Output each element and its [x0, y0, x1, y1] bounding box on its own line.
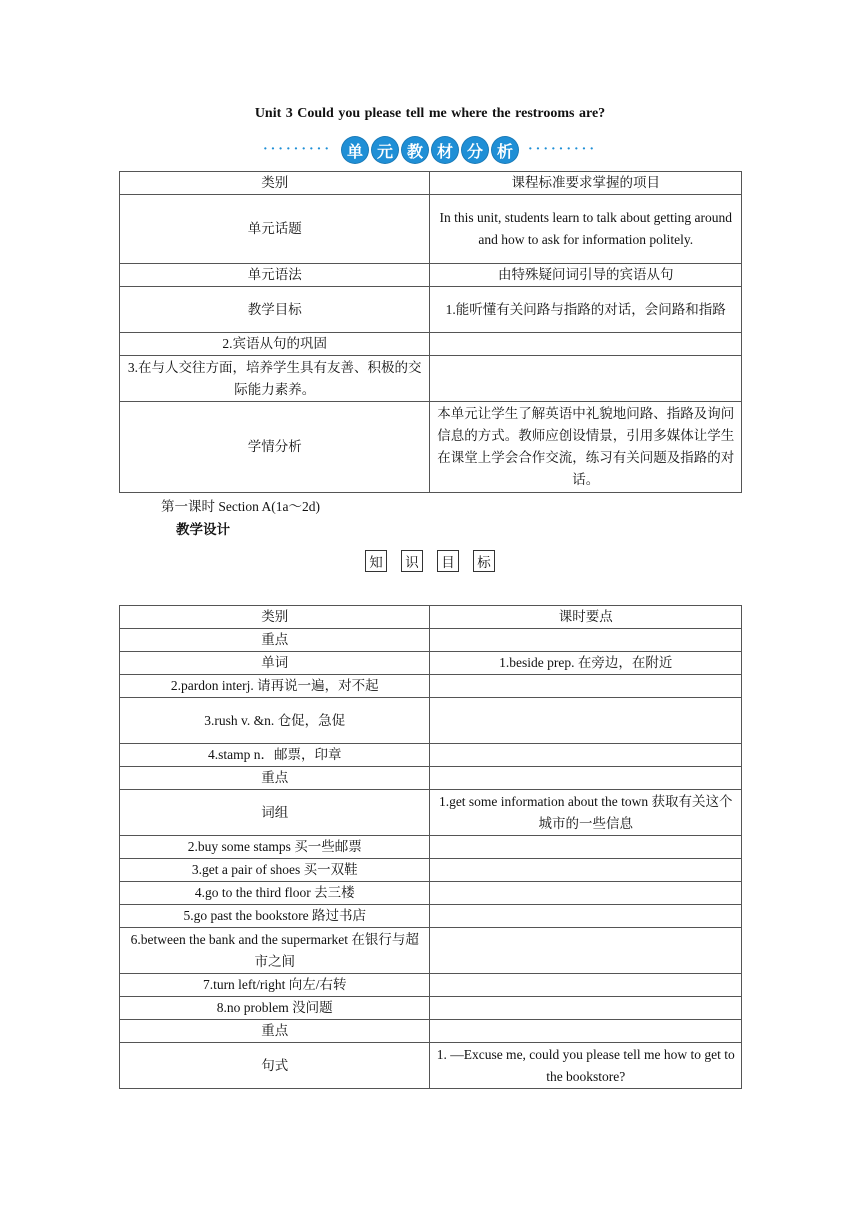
- table-row: [120, 997, 742, 1020]
- table-cell: 2.buy some stamps 买一些邮票: [120, 836, 430, 859]
- table-row: [120, 836, 742, 859]
- table-row: [120, 790, 742, 836]
- banner-char: 析: [492, 137, 518, 163]
- table-cell: 1.get some information about the town 获取有关这个城市的一些信息: [430, 790, 742, 836]
- table-cell: 由特殊疑问词引导的宾语从句: [430, 264, 742, 287]
- table-row: [120, 402, 742, 493]
- table-row: [120, 287, 742, 333]
- unit-title: Unit 3 Could you please tell me where the restrooms are?: [254, 106, 606, 121]
- table-row: [120, 1043, 742, 1089]
- table-cell: 3.get a pair of shoes 买一双鞋: [120, 859, 430, 882]
- heading-char-box: 知: [365, 550, 387, 572]
- banner-char: 元: [372, 137, 398, 163]
- table-cell: In this unit, students learn to talk about getting around and how to ask for information politely.: [430, 195, 742, 264]
- table-cell: 3.在与人交往方面，培养学生具有友善、积极的交际能力素养。: [120, 356, 430, 402]
- table-row: [120, 767, 742, 790]
- table-row: [120, 652, 742, 675]
- table-cell: 类别: [120, 172, 430, 195]
- table-row: [120, 333, 742, 356]
- table-row: [120, 859, 742, 882]
- table-cell: 1.beside prep. 在旁边，在附近: [430, 652, 742, 675]
- table-cell: [430, 974, 742, 997]
- table-cell: 句式: [120, 1043, 430, 1089]
- table-cell: 7.turn left/right 向左/右转: [120, 974, 430, 997]
- table-cell: 课时要点: [430, 606, 742, 629]
- table-cell: 词组: [120, 790, 430, 836]
- table-cell: [430, 1020, 742, 1043]
- table-cell: [430, 698, 742, 744]
- table-row: [120, 698, 742, 744]
- table-cell: [430, 333, 742, 356]
- table-cell: 4.go to the third floor 去三楼: [120, 882, 430, 905]
- table-row: [120, 606, 742, 629]
- table-row: [120, 1020, 742, 1043]
- heading-char-box: 目: [437, 550, 459, 572]
- table-cell: 5.go past the bookstore 路过书店: [120, 905, 430, 928]
- table-cell: [430, 905, 742, 928]
- lesson-line: 第一课时 Section A(1a～2d): [161, 499, 320, 514]
- table-cell: [430, 744, 742, 767]
- table-row: [120, 744, 742, 767]
- table-cell: 2.宾语从句的巩固: [120, 333, 430, 356]
- design-label: 教学设计: [176, 522, 230, 538]
- table-cell: [430, 859, 742, 882]
- table-cell: 课程标准要求掌握的项目: [430, 172, 742, 195]
- table-cell: 重点: [120, 767, 430, 790]
- unit-analysis-table: [119, 171, 742, 493]
- table-row: [120, 675, 742, 698]
- table-cell: 学情分析: [120, 402, 430, 493]
- table-cell: [430, 629, 742, 652]
- heading-char-box: 识: [401, 550, 423, 572]
- banner-dots-right: ·········: [528, 142, 598, 157]
- table-cell: 类别: [120, 606, 430, 629]
- table-cell: 单元话题: [120, 195, 430, 264]
- table-cell: 3.rush v. &n. 仓促，急促: [120, 698, 430, 744]
- banner-dots-left: ·········: [262, 142, 332, 157]
- table-row: [120, 882, 742, 905]
- table-cell: 单词: [120, 652, 430, 675]
- table-row: [120, 928, 742, 974]
- table-row: [120, 905, 742, 928]
- table-row: [120, 974, 742, 997]
- table-cell: 本单元让学生了解英语中礼貌地问路、指路及询问信息的方式。教师应创设情景，引用多媒体让学生在课堂上学会合作交流，练习有关问题及指路的对话。: [430, 402, 742, 493]
- banner-char: 分: [462, 137, 488, 163]
- knowledge-goals-heading: [0, 550, 860, 572]
- section-banner: [0, 136, 860, 164]
- table-cell: [430, 767, 742, 790]
- table-cell: [430, 997, 742, 1020]
- table-cell: 6.between the bank and the supermarket 在银行与超市之间: [120, 928, 430, 974]
- table-cell: 重点: [120, 629, 430, 652]
- table-cell: 1. —Excuse me, could you please tell me how to get to the bookstore?: [430, 1043, 742, 1089]
- banner-char: 材: [432, 137, 458, 163]
- banner-char: 教: [402, 137, 428, 163]
- table-row: [120, 195, 742, 264]
- table-cell: [430, 928, 742, 974]
- table-row: [120, 629, 742, 652]
- table-cell: [430, 675, 742, 698]
- lesson-points-table: [119, 605, 742, 1089]
- table-row: [120, 356, 742, 402]
- table-cell: 1.能听懂有关问路与指路的对话，会问路和指路: [430, 287, 742, 333]
- heading-char-box: 标: [473, 550, 495, 572]
- table-cell: 单元语法: [120, 264, 430, 287]
- table-cell: 重点: [120, 1020, 430, 1043]
- table-row: [120, 264, 742, 287]
- table-cell: [430, 356, 742, 402]
- table-cell: 教学目标: [120, 287, 430, 333]
- table-cell: 4.stamp n．邮票，印章: [120, 744, 430, 767]
- table-cell: 8.no problem 没问题: [120, 997, 430, 1020]
- table-cell: [430, 882, 742, 905]
- table-row: [120, 172, 742, 195]
- table-cell: [430, 836, 742, 859]
- table-cell: 2.pardon interj. 请再说一遍，对不起: [120, 675, 430, 698]
- banner-char: 单: [342, 137, 368, 163]
